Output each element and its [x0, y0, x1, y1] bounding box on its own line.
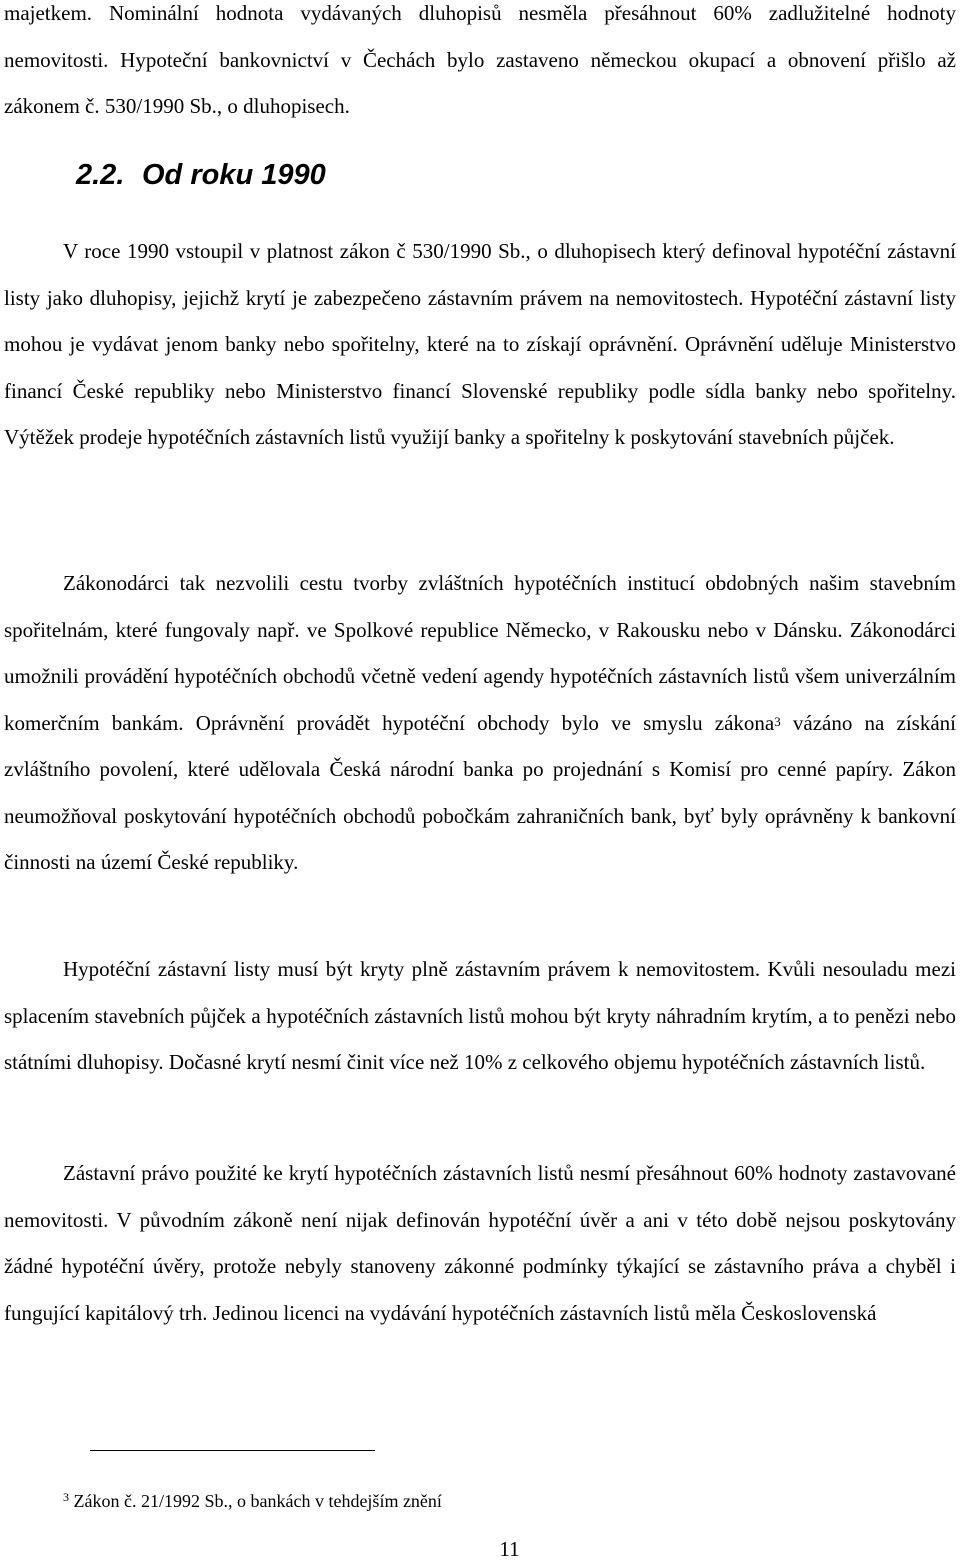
- page-number: 11: [499, 1537, 520, 1561]
- section-heading: [76, 150, 326, 200]
- paragraph-1: V roce 1990 vstoupil v platnost zákon č 530/1990 Sb., o dluhopisech který definoval hypotéční zástavní listy jako dluhopisy, jejichž krytí je zabezpečeno zástavním právem na nemovitostech. Hypotéční zástavní listy mohou je vydávat jenom banky nebo spořitelny, které na to získají oprávnění. Oprávnění uděluje Ministerstvo financí České republiky nebo Ministerstvo financí Slovenské republiky podle sídla banky nebo spořitelny. Výtěžek prodeje hypotéčních zástavních listů využijí banky a spořitelny k poskytování stavebních půjček.: [4, 239, 956, 449]
- footnote: [63, 1488, 442, 1514]
- footnote-divider: [90, 1450, 375, 1451]
- paragraph-3: Hypotéční zástavní listy musí být kryty plně zástavním právem k nemovitostem. Kvůli nesouladu mezi splacením stavebních půjček a hypotéčních zástavních listů mohou být kryty náhradním krytím, a to penězi nebo státními dluhopisy. Dočasné krytí nesmí činit více než 10% z celkového objemu hypotéčních zástavních listů.: [4, 957, 956, 1074]
- intro-paragraph: majetkem. Nominální hodnota vydávaných dluhopisů nesměla přesáhnout 60% zadlužitelné hodnoty nemovitosti. Hypoteční bankovnictví v Čechách bylo zastaveno německou okupací a obnovení přišlo až zákonem č. 530/1990 Sb., o dluhopisech.: [4, 1, 956, 118]
- paragraph-2-text-a: Zákonodárci tak nezvolili cestu tvorby zvláštních hypotéčních institucí obdobných našim stavebním spořitelnám, které fungovaly např. ve Spolkové republice Německo, v Rakousku nebo v Dánsku. Zákonodárci umožnili provádění hypotéčních obchodů včetně vedení agendy hypotéčních zástavních listů všem univerzálním komerčním bankám. Oprávnění provádět hypotéční obchody bylo ve smyslu zákona: [4, 571, 956, 735]
- footnote-text: Zákon č. 21/1992 Sb., o bankách v tehdejším znění: [73, 1491, 442, 1511]
- footnote-number: 3: [63, 1490, 69, 1504]
- paragraph-4: Zástavní právo použité ke krytí hypotéčních zástavních listů nesmí přesáhnout 60% hodnoty zastavované nemovitosti. V původním zákoně není nijak definován hypotéční úvěr a ani v této době nejsou poskytovány žádné hypotéční úvěry, protože nebyly stanoveny zákonné podmínky týkající se zástavního práva a chyběl i fungující kapitálový trh. Jedinou licenci na vydávání hypotéčních zástavních listů měla Československá: [4, 1161, 956, 1325]
- paragraph-2-text-b: vázáno na získání zvláštního povolení, které udělovala Česká národní banka po projednání s Komisí pro cenné papíry. Zákon neumožňoval poskytování hypotéčních obchodů pobočkám zahraničních bank, byť byly oprávněny k bankovní činnosti na území České republiky.: [4, 710, 956, 874]
- section-title: Od roku 1990: [142, 159, 326, 191]
- section-number: 2.2.: [76, 159, 125, 191]
- footnote-reference[interactable]: 3: [774, 713, 781, 729]
- paragraph-2: [4, 560, 956, 886]
